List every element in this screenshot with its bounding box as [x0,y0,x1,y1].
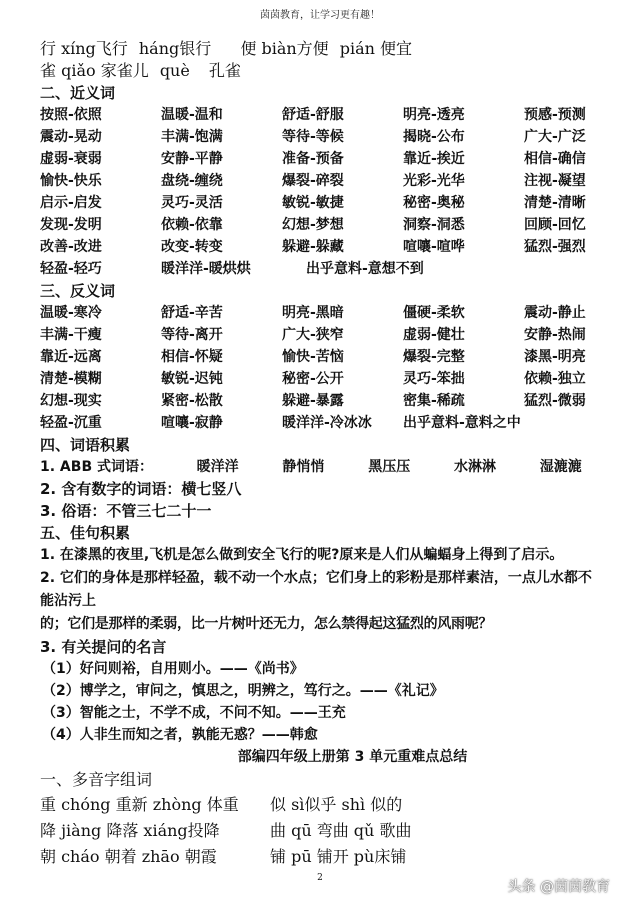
synonym-pair: 光彩-光华 [403,173,465,189]
pinyin-line-2 [40,60,605,82]
abb-word: 静悄悄 [282,459,325,475]
antonym-pair: 明亮-黑暗 [282,305,344,321]
synonym-pair: 幻想-梦想 [282,217,344,233]
abb-word: 水淋淋 [453,459,496,475]
synonym-pair: 震动-晃动 [40,129,102,145]
synonym-pair: 回顾-回忆 [524,217,586,233]
synonyms-grid [40,104,605,258]
page-header: 茵茵教育，让学习更有趣！ [260,10,380,21]
synonym-pair: 虚弱-衰弱 [40,151,102,167]
synonym-pair: 安静-平静 [161,151,223,167]
sentence-1: 1. 在漆黑的夜里,飞机是怎么做到安全飞行的呢?原来是人们从蝙蝠身上得到了启示。 [40,547,564,563]
synonym-pair: 靠近-挨近 [403,151,465,167]
synonym-pair: 灵巧-灵活 [161,195,223,211]
pinyin-item: 雀 qiǎo 家雀儿 [40,61,149,80]
synonym-pair: 暖洋洋-暖烘烘 [161,261,251,277]
synonym-pair: 爆裂-碎裂 [282,173,344,189]
synonym-pair: 清楚-清晰 [524,195,586,211]
synonym-row [40,104,605,126]
synonym-row [40,192,605,214]
synonym-pair: 猛烈-强烈 [524,239,586,255]
multi-reading-title: 一、多音字组词 [40,770,153,789]
synonym-pair: 丰满-饱满 [161,129,223,145]
synonym-pair: 舒适-舒服 [282,107,344,123]
quote-item: （1）好问则裕，自用则小。——《尚书》 [42,661,304,677]
antonym-pair: 震动-静止 [524,305,586,321]
antonym-pair: 漆黑-明亮 [524,349,586,365]
synonym-pair: 秘密-奥秘 [403,195,465,211]
synonym-pair: 发现-发明 [40,217,102,233]
synonym-pair: 洞察-洞悉 [403,217,465,233]
multi-reading-group: 降 jiàng 降落 xiáng投降 [40,821,220,840]
antonym-row [40,368,605,390]
synonym-pair: 揭晓-公布 [403,129,465,145]
synonym-pair: 广大-广泛 [524,129,586,145]
pinyin-item: háng银行 [138,39,212,58]
sentence-2b: 的；它们是那样的柔弱，比一片树叶还无力，怎么禁得起这猛烈的风雨呢？ [40,616,493,632]
antonym-pair: 灵巧-笨拙 [403,371,465,387]
antonym-pair: 依赖-独立 [524,371,586,387]
antonym-pair: 躲避-暴露 [282,393,344,409]
antonym-pair: 靠近-远离 [40,349,102,365]
synonym-pair: 明亮-透亮 [403,107,465,123]
abb-word: 暖洋洋 [196,459,239,475]
watermark-logo: 头条 @茵茵教育 [507,879,610,895]
synonym-row [40,214,605,236]
antonym-pair: 丰满-干瘦 [40,327,102,343]
antonym-pair: 爆裂-完整 [403,349,465,365]
antonym-pair: 舒适-辛苦 [161,305,223,321]
antonym-pair: 紧密-松散 [161,393,223,409]
synonym-pair: 预感-预测 [524,107,586,123]
multi-reading-row [40,818,605,844]
synonym-pair: 出乎意料-意想不到 [306,261,424,277]
proverb: 3. 俗语：不管三七二十一 [40,502,212,520]
unit-title: 部编四年级上册第 3 单元重难点总结 [237,749,468,765]
quote-item: （2）博学之，审问之，慎思之，明辨之，笃行之。——《礼记》 [42,683,444,699]
antonym-row [40,302,605,324]
synonym-pair: 准备-预备 [282,151,344,167]
synonym-pair: 躲避-躲藏 [282,239,344,255]
quotes-title: 3. 有关提问的名言 [40,638,167,656]
synonym-row [40,148,605,170]
pinyin-line-1 [40,38,605,60]
abb-label: 1. ABB 式词语： [40,459,153,475]
pinyin-item: 孔雀 [208,61,241,80]
synonym-pair: 愉快-快乐 [40,173,102,189]
synonym-pair: 按照-依照 [40,107,102,123]
antonym-pair: 暖洋洋-冷冰冰 [282,415,372,431]
multi-reading-row [40,792,605,818]
multi-reading-group: 曲 qū 弯曲 qǔ 歌曲 [270,821,412,840]
synonym-row [40,170,605,192]
pinyin-item: 便 biàn方便 [240,39,329,58]
antonym-pair: 喧嚷-寂静 [161,415,223,431]
antonym-pair: 出乎意料-意料之中 [403,415,521,431]
antonym-pair: 温暖-寒冷 [40,305,102,321]
antonym-pair: 僵硬-柔软 [403,305,465,321]
synonym-pair: 温暖-温和 [161,107,223,123]
antonym-pair: 幻想-现实 [40,393,102,409]
antonym-pair: 广大-狭窄 [282,327,344,343]
abb-word: 湿漉漉 [539,459,582,475]
antonym-pair: 密集-稀疏 [403,393,465,409]
quote-item: （4）人非生而知之者，孰能无惑？——韩愈 [42,727,318,743]
synonym-pair: 敏锐-敏捷 [282,195,344,211]
synonym-row [40,236,605,258]
synonym-row [40,126,605,148]
synonym-pair: 等待-等候 [282,129,344,145]
synonym-pair: 盘绕-缠绕 [161,173,223,189]
antonym-row [40,390,605,412]
page-number: 2 [317,873,323,883]
synonyms-last-row [40,258,605,280]
synonym-pair: 依赖-依靠 [161,217,223,233]
antonym-pair: 愉快-苦恼 [282,349,344,365]
antonym-pair: 轻盈-沉重 [40,415,102,431]
section-sentences-title: 五、佳句积累 [40,524,131,542]
synonym-pair: 轻盈-轻巧 [40,261,102,277]
antonym-pair: 虚弱-健壮 [403,327,465,343]
sentence-2a: 2. 它们的身体是那样轻盈，载不动一个水点；它们身上的彩粉是那样素洁，一点儿水都不能沾污上 [40,570,592,609]
antonym-row [40,324,605,346]
synonym-pair: 注视-凝望 [524,173,586,189]
multi-reading-group: 铺 pū 铺开 pù床铺 [270,847,407,866]
antonym-pair: 安静-热闹 [524,327,586,343]
pinyin-item: pián 便宜 [339,39,413,58]
multi-reading-group: 似 sì似乎 shì 似的 [270,795,403,814]
section-synonyms-title: 二、近义词 [40,84,116,102]
antonym-pair: 秘密-公开 [282,371,344,387]
synonym-pair: 改善-改进 [40,239,102,255]
abb-word: 黑压压 [368,459,411,475]
synonym-pair: 喧嚷-喧哗 [403,239,465,255]
abb-words-row [40,456,605,478]
antonym-pair: 相信-怀疑 [161,349,223,365]
quote-item: （3）智能之士，不学不成，不问不知。——王充 [42,705,346,721]
multi-reading-group: 朝 cháo 朝着 zhāo 朝霞 [40,847,217,866]
document-body [40,38,605,870]
synonym-pair: 相信-确信 [524,151,586,167]
antonym-pair: 等待-离开 [161,327,223,343]
antonym-pair: 清楚-模糊 [40,371,102,387]
antonym-pair: 猛烈-微弱 [524,393,586,409]
synonym-pair: 改变-转变 [161,239,223,255]
pinyin-item: què [159,61,190,80]
antonym-row [40,346,605,368]
pinyin-item: 行 xíng飞行 [40,39,128,58]
antonym-pair: 敏锐-迟钝 [161,371,223,387]
synonym-pair: 启示-启发 [40,195,102,211]
section-vocab-title: 四、词语积累 [40,436,131,454]
number-words: 2. 含有数字的词语：横七竖八 [40,480,242,498]
antonyms-last-row [40,412,605,434]
multi-reading-group: 重 chóng 重新 zhòng 体重 [40,795,239,814]
antonyms-grid [40,302,605,412]
section-antonyms-title: 三、反义词 [40,282,116,300]
multi-reading-row [40,844,605,870]
